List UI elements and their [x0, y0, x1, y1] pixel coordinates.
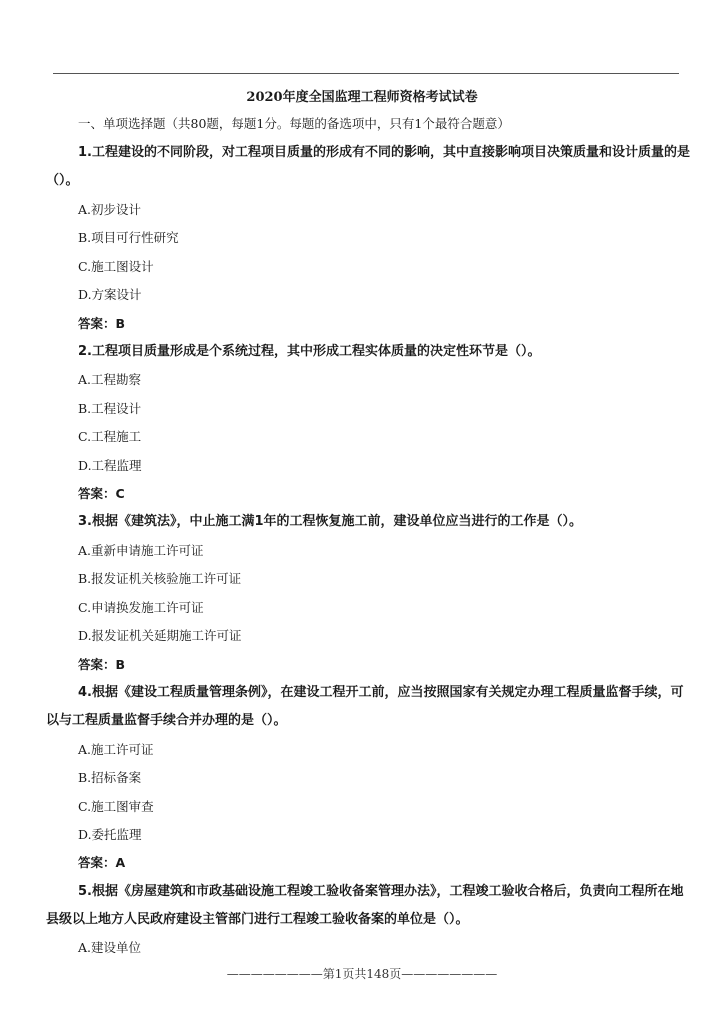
question-2-option-a: A.工程勘察 [78, 372, 142, 387]
question-2-stem: 2.工程项目质量形成是个系统过程，其中形成工程实体质量的决定性环节是（）。 [78, 344, 541, 359]
document-title: 2020年度全国监理工程师资格考试试卷 [246, 90, 478, 105]
question-2-answer: 答案：C [78, 486, 125, 501]
question-3-option-a: A.重新申请施工许可证 [78, 543, 204, 558]
question-5-option-a: A.建设单位 [78, 940, 142, 955]
question-3-option-c: C.申请换发施工许可证 [78, 600, 204, 615]
question-3-option-b: B.报发证机关核验施工许可证 [78, 571, 242, 586]
question-1-answer: 答案：B [78, 316, 126, 331]
page-footer: ————————第1页共148页———————— [226, 967, 498, 981]
question-1-option-b: B.项目可行性研究 [78, 230, 179, 245]
question-5-stem-line-1: 5.根据《房屋建筑和市政基础设施工程竣工验收备案管理办法》，工程竣工验收合格后，负责向工程所在地 [78, 884, 684, 899]
question-1-option-a: A.初步设计 [78, 202, 142, 217]
question-4-option-d: D.委托监理 [78, 827, 142, 842]
question-4-option-a: A.施工许可证 [78, 742, 154, 757]
question-2-option-c: C.工程施工 [78, 429, 142, 444]
question-5-stem-line-2: 县级以上地方人民政府建设主管部门进行工程竣工验收备案的单位是（）。 [46, 912, 469, 927]
question-1-stem-line-1: 1.工程建设的不同阶段，对工程项目质量的形成有不同的影响，其中直接影响项目决策质量和设计质量的是 [78, 145, 690, 160]
question-4-option-c: C.施工图审查 [78, 799, 154, 814]
question-1-option-c: C.施工图设计 [78, 259, 154, 274]
question-4-stem-line-2: 以与工程质量监督手续合并办理的是（）。 [46, 713, 287, 728]
header-rule [53, 73, 679, 74]
question-4-answer: 答案：A [78, 855, 126, 870]
question-1-option-d: D.方案设计 [78, 287, 142, 302]
question-2-option-b: B.工程设计 [78, 401, 142, 416]
question-1-stem-line-2: （）。 [46, 173, 79, 188]
question-3-answer: 答案：B [78, 657, 126, 672]
section-heading: 一、单项选择题（共80题，每题1分。每题的备选项中，只有1个最符合题意） [78, 116, 510, 131]
question-4-stem-line-1: 4.根据《建设工程质量管理条例》，在建设工程开工前，应当按照国家有关规定办理工程质量监督手续，可 [78, 685, 684, 700]
question-3-option-d: D.报发证机关延期施工许可证 [78, 628, 242, 643]
question-3-stem: 3.根据《建筑法》，中止施工满1年的工程恢复施工前，建设单位应当进行的工作是（）。 [78, 514, 583, 529]
question-2-option-d: D.工程监理 [78, 458, 142, 473]
question-4-option-b: B.招标备案 [78, 770, 142, 785]
